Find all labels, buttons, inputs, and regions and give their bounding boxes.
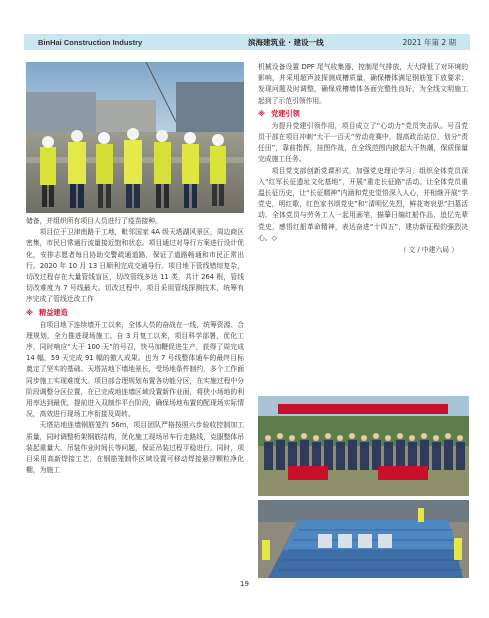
header-bar bbox=[24, 34, 470, 50]
paragraph: 项目党支部创新党课形式，加强党史理论学习，组织全体党员深入“红军长征遗址文化基地”，开展“重走长征路”活动。让全体党员重温长征历史，让“长征精神”内涵和党史觉悟深入人心，并相继开展“学党史，明红歌，红色家书颂党史”和“清明忆先烈，鲜花寄哀思”扫墓活动。全体党员与劳务工人一起用画笔，描摹日编红船作品，追忆先辈党史，感悟红船革命精神，表达奋进“十四五”，建功新征程的强烈决心。◇ bbox=[258, 166, 468, 242]
paragraph: 机械设备设置 DPF 尾气收集器，控制尾气排放，大大降低了对环境的影响，并采用超声波探测成槽质量，确保槽体满足钢筋笼下放要求；发现问题及时调整，确保成槽墙体各面完整性良好，为全线文明施工起到了示范引领作用。 bbox=[258, 63, 468, 105]
paragraph: 自项目地下连续墙开工以来，全体人员的奋战在一线，统筹资源、合理规划，全力推进现场施工。自 3 月复工以来，项目科学部署，优化工序，同时响应“大干 100 天”的号召，快马加鞭促进生产，获得了周完成 14 幅，59 天完成 91 幅的傲人成果。也为 7 号线整体通车的最终目标奠定了坚实的基础。天塔站地下墙地景长，受场地条件制约，多个工作面同步施工实现难度大。项目部合理规划布置各功能分区，在实施过程中分阶段调整分区位置，在已完成地连墙区域设置新作业面，将狭小场地的利用率达到最优，提前进入双制作平台阶段，确保场地布置的配现场实际情况，高效进行现场工序衔接及周转。 bbox=[26, 320, 244, 419]
group-photo bbox=[258, 396, 469, 496]
publication-name-cn: 滨海建筑业 · 建设一线 bbox=[248, 37, 324, 47]
issue-label: 2021 年第 2 期 bbox=[402, 37, 456, 47]
left-column-text bbox=[26, 216, 244, 476]
section-heading-party-building bbox=[258, 108, 468, 120]
right-column-text bbox=[258, 62, 468, 256]
publication-name-en: BinHai Construction Industry bbox=[38, 37, 143, 47]
rebar-cage-photo bbox=[258, 500, 469, 578]
asterisk-mark-icon: ※ bbox=[258, 108, 265, 118]
section-heading-lean-construction bbox=[26, 307, 244, 319]
section-heading-label: 精益建造 bbox=[39, 307, 68, 317]
paragraph: 储备，并组织所有项目人员进行了疫苗接种。 bbox=[26, 217, 162, 225]
paragraph: 天塔站地连墙钢筋笼约 56m，项目团队严格按照六步验收控制加工质量，同时调整桁架钢筋结构，优化施工现场吊车行走路线，克服整体吊装起重量大、吊装作业时间长等问题，保证吊装过程平稳进行。同时，项目采用高新焊接工艺，在钢筋笼制作区域设置可移动焊接悬浮颗粒净化棚，为施工 bbox=[26, 421, 244, 475]
section-heading-label: 党建引领 bbox=[271, 108, 300, 118]
construction-workers-photo bbox=[26, 62, 244, 213]
asterisk-mark-icon: ※ bbox=[26, 307, 33, 317]
paragraph: 项目位于卫津南路于工地，毗邻国家 4A 级天塔湖风景区，周边商区密集，市民日常通行流量接近饱和状态。项目通过对导行方案进行设计优化，安排志愿者每日协助交警疏通道路，保证了道路畅通和市民正常出行。2020 年 10 月 13 日顺利完成交通导行。项目地下管线错综复杂，切改过程存在大量管线盲区，切改管线多达 11 类，共计 264 根，管线切改难度为 7 号线最大。切改过程中，项目采用管线探测技术，统筹有序完成了管线迁改工作 bbox=[26, 228, 244, 304]
page-number: 19 bbox=[240, 580, 249, 588]
byline: （ 文 / 中建六局 ） bbox=[399, 246, 458, 255]
paragraph: 为提升党建引领作用，项目成立了“心动力”党员突击队。号召党员干部在项目冲刺“大干一百天”劳动竞赛中，提高政治站位，划分“责任田”，靠前指挥，挂图作战，在全线范围内掀起大干热潮，保质保量完成施工任务。 bbox=[258, 121, 468, 164]
